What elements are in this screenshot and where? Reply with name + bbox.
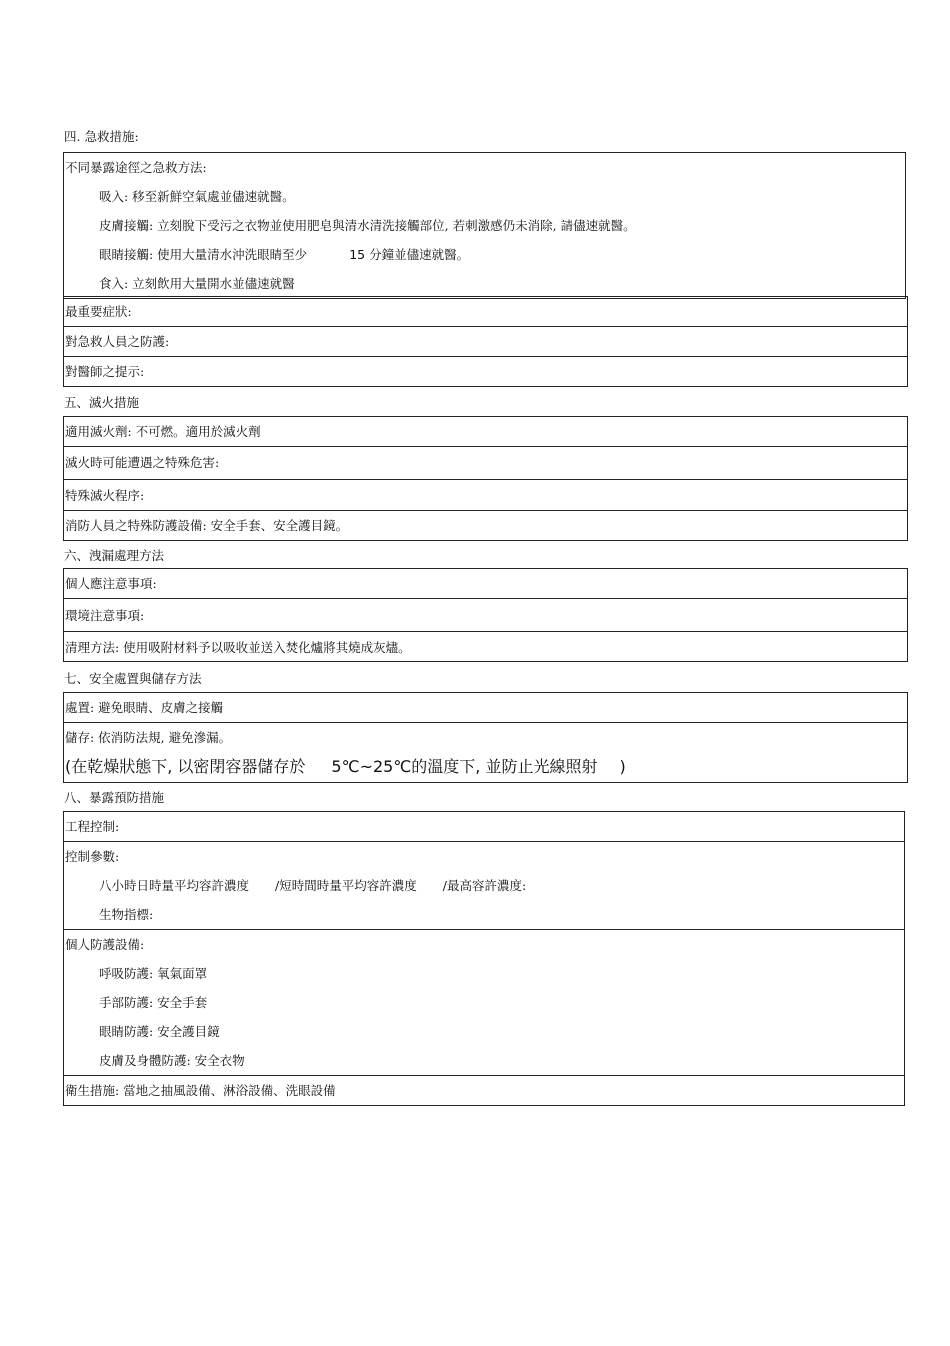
storage-note-a: (在乾燥狀態下, 以密閉容器儲存於 <box>65 757 306 776</box>
firefighter-equipment-row <box>64 510 907 540</box>
eye-protection-text: 眼睛防護: 安全護目鏡 <box>99 1024 220 1039</box>
symptoms-text: 最重要症狀: <box>65 304 132 319</box>
stel-text: /短時間時量平均容許濃度 <box>275 878 417 893</box>
section-7-table <box>63 692 908 783</box>
first-aid-routes <box>64 153 905 298</box>
section-8-table <box>63 811 905 1106</box>
engineering-text: 工程控制: <box>65 819 120 834</box>
symptoms-row <box>64 297 907 326</box>
section-4-table-lower <box>63 296 908 387</box>
eye-contact-text <box>64 240 905 269</box>
ppe-text: 個人防護設備: <box>65 937 145 952</box>
handling-text: 處置: 避免眼睛、皮膚之接觸 <box>65 700 224 715</box>
control-parameters-row <box>64 841 904 929</box>
storage-note <box>64 752 907 782</box>
section-6-table <box>63 568 908 662</box>
storage-row <box>64 722 907 782</box>
special-hazard-row <box>64 446 907 479</box>
section-5-heading: 五、滅火措施 <box>64 395 140 410</box>
exposure-limits-line <box>64 871 904 900</box>
inhalation-text: 吸入: 移至新鮮空氣處並儘速就醫。 <box>99 189 295 204</box>
hygiene-text: 衛生措施: 當地之抽風設備、淋浴設備、洗眼設備 <box>65 1083 336 1098</box>
twa-text: 八小時日時量平均容許濃度 <box>99 878 250 893</box>
bio-indicator-text: 生物指標: <box>99 907 154 922</box>
environmental-precautions-row <box>64 598 907 631</box>
hand-text: 手部防護: 安全手套 <box>99 995 208 1010</box>
hazard-text: 滅火時可能遭遇之特殊危害: <box>65 455 220 470</box>
procedure-text: 特殊滅火程序: <box>65 488 145 503</box>
agent-text: 適用滅火劑: 不可燃。適用於滅火劑 <box>65 424 261 439</box>
cleanup-row <box>64 631 907 661</box>
eye-contact-part-a: 眼睛接觸: 使用大量清水沖洗眼睛至少 <box>99 247 308 262</box>
section-7-heading: 七、安全處置與儲存方法 <box>64 671 202 686</box>
section-4-table <box>63 152 906 299</box>
storage-note-b: 5℃~25℃的溫度下, 並防止光線照射 <box>331 757 598 776</box>
cleanup-text: 清理方法: 使用吸附材料予以吸收並送入焚化爐將其燒成灰燼。 <box>65 640 411 655</box>
storage-note-c: ) <box>619 757 626 776</box>
ppe-row <box>64 929 904 1075</box>
storage-text: 儲存: 依消防法規, 避免滲漏。 <box>65 730 232 745</box>
hygiene-row <box>64 1075 904 1105</box>
section-6-heading: 六、洩漏處理方法 <box>64 548 165 563</box>
body-protection-text: 皮膚及身體防護: 安全衣物 <box>99 1053 245 1068</box>
personal-text: 個人應注意事項: <box>65 576 157 591</box>
rescuer-row <box>64 326 907 356</box>
section-8-heading: 八、暴露預防措施 <box>64 790 165 805</box>
handling-row <box>64 693 907 722</box>
skin-contact-text: 皮膚接觸: 立刻脫下受污之衣物並使用肥皂與清水清洗接觸部位, 若刺激感仍未消除, 請儘速就醫。 <box>99 218 636 233</box>
section-5-table <box>63 416 908 541</box>
respiratory-text: 呼吸防護: 氧氣面罩 <box>99 966 208 981</box>
routes-title: 不同暴露途徑之急救方法: <box>65 160 207 175</box>
environment-text: 環境注意事項: <box>65 608 145 623</box>
rescuer-text: 對急救人員之防護: <box>65 334 170 349</box>
extinguishing-agent-row <box>64 417 907 446</box>
eye-contact-part-b: 15 分鐘並儘速就醫。 <box>349 247 470 262</box>
section-4-heading: 四. 急救措施: <box>64 129 139 144</box>
procedure-row <box>64 479 907 510</box>
doctor-row <box>64 356 907 386</box>
ceiling-text: /最高容許濃度: <box>442 878 527 893</box>
params-text: 控制參數: <box>65 849 120 864</box>
personal-precautions-row <box>64 569 907 598</box>
doctor-text: 對醫師之提示: <box>65 364 145 379</box>
ingestion-text: 食入: 立刻飲用大量開水並儘速就醫 <box>99 276 295 291</box>
equipment-text: 消防人員之特殊防護設備: 安全手套、安全護目鏡。 <box>65 518 349 533</box>
engineering-control-row <box>64 812 904 841</box>
